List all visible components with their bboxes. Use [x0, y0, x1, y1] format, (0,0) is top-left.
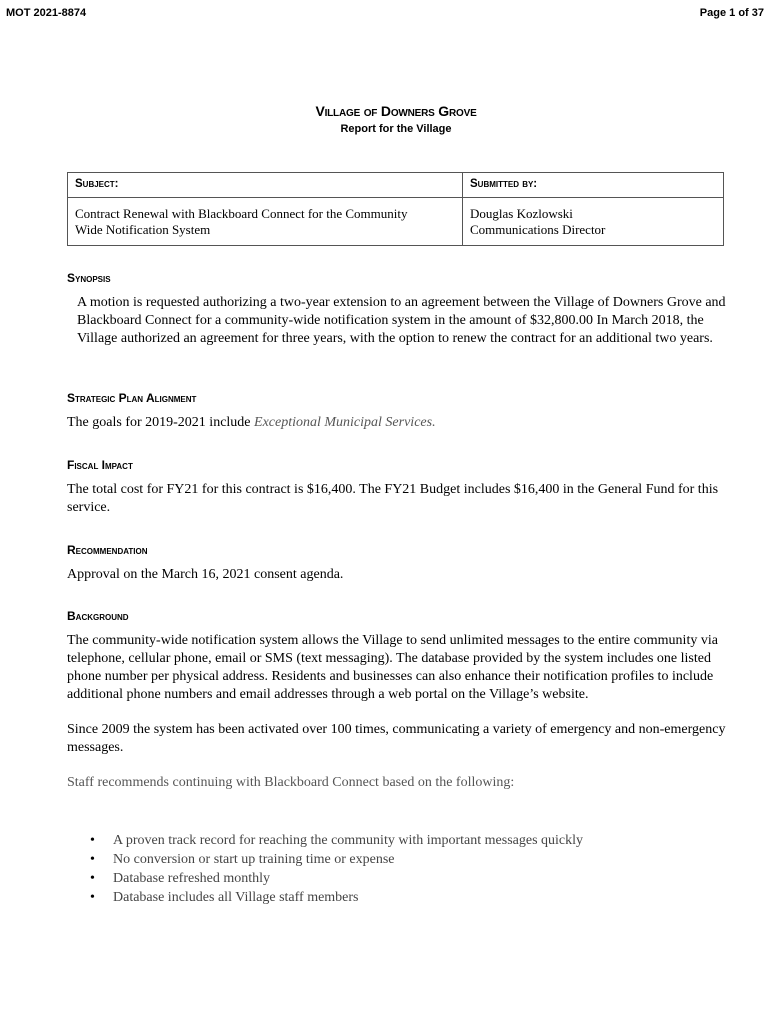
strategic-goal: Exceptional Municipal Services.: [254, 415, 436, 430]
list-item: • A proven track record for reaching the community with important messages quickly: [90, 831, 583, 850]
background-heading: Background: [67, 609, 129, 623]
background-paragraph-2: Since 2009 the system has been activated over 100 times, communicating a variety of emergency and non-emergency messages.: [67, 722, 726, 755]
background-paragraph-1: The community-wide notification system allows the Village to send unlimited messages to the entire community via telephone, cellular phone, email or SMS (text messaging). The database provided by the system includes one listed phone number per physical address. Residents and businesses can also enhance their notification profiles to include additional phone numbers and email addresses through a web portal on the Village’s website.: [67, 633, 718, 702]
strategic-text: [67, 414, 727, 432]
fiscal-text: The total cost for FY21 for this contract is $16,400. The FY21 Budget includes $16,400 in the General Fund for this service.: [67, 482, 719, 515]
fiscal-section: [67, 458, 727, 517]
submitted-value: [463, 198, 723, 238]
synopsis-section: [67, 271, 727, 348]
recommendation-text: Approval on the March 16, 2021 consent agenda.: [67, 567, 344, 582]
list-item: • Database includes all Village staff members: [90, 888, 583, 907]
document-id: MOT 2021-8874: [6, 7, 87, 19]
subject-line-1: Contract Renewal with Blackboard Connect for the Community: [75, 206, 408, 221]
fiscal-heading: Fiscal Impact: [67, 458, 133, 472]
strategic-section: [67, 391, 727, 432]
submitted-column: [463, 173, 723, 245]
recommendation-heading: Recommendation: [67, 543, 148, 557]
submitted-label: Submitted by:: [463, 173, 723, 198]
page-subtitle: Report for the Village: [340, 123, 452, 135]
page-number: Page 1 of 37: [699, 7, 764, 19]
recommendation-section: [67, 543, 727, 584]
strategic-heading: Strategic Plan Alignment: [67, 391, 197, 405]
background-paragraph-3: Staff recommends continuing with Blackboard Connect based on the following:: [67, 775, 515, 790]
subject-label: Subject:: [68, 173, 462, 198]
page-title: Village of Downers Grove: [315, 103, 477, 119]
list-item: • Database refreshed monthly: [90, 869, 583, 888]
synopsis-heading: Synopsis: [67, 271, 111, 285]
subject-value: [68, 198, 462, 238]
submitter-title: Communications Director: [470, 222, 606, 237]
subject-column: [68, 173, 463, 245]
strategic-text-prefix: The goals for 2019-2021 include: [67, 415, 255, 430]
list-item: • No conversion or start up training time or expense: [90, 850, 583, 869]
background-section: [67, 609, 727, 792]
recommendation-bullet-list: [90, 831, 583, 907]
synopsis-text: A motion is requested authorizing a two-year extension to an agreement between the Village of Downers Grove and Blackboard Connect for a community-wide notification system in the amount of $32,800.00 In March 2018, the Village authorized an agreement for three years, with the option to renew the contract for an additional two years.: [77, 295, 726, 346]
subject-table: [67, 172, 724, 246]
submitter-name: Douglas Kozlowski: [470, 206, 573, 221]
subject-line-2: Wide Notification System: [75, 222, 211, 237]
